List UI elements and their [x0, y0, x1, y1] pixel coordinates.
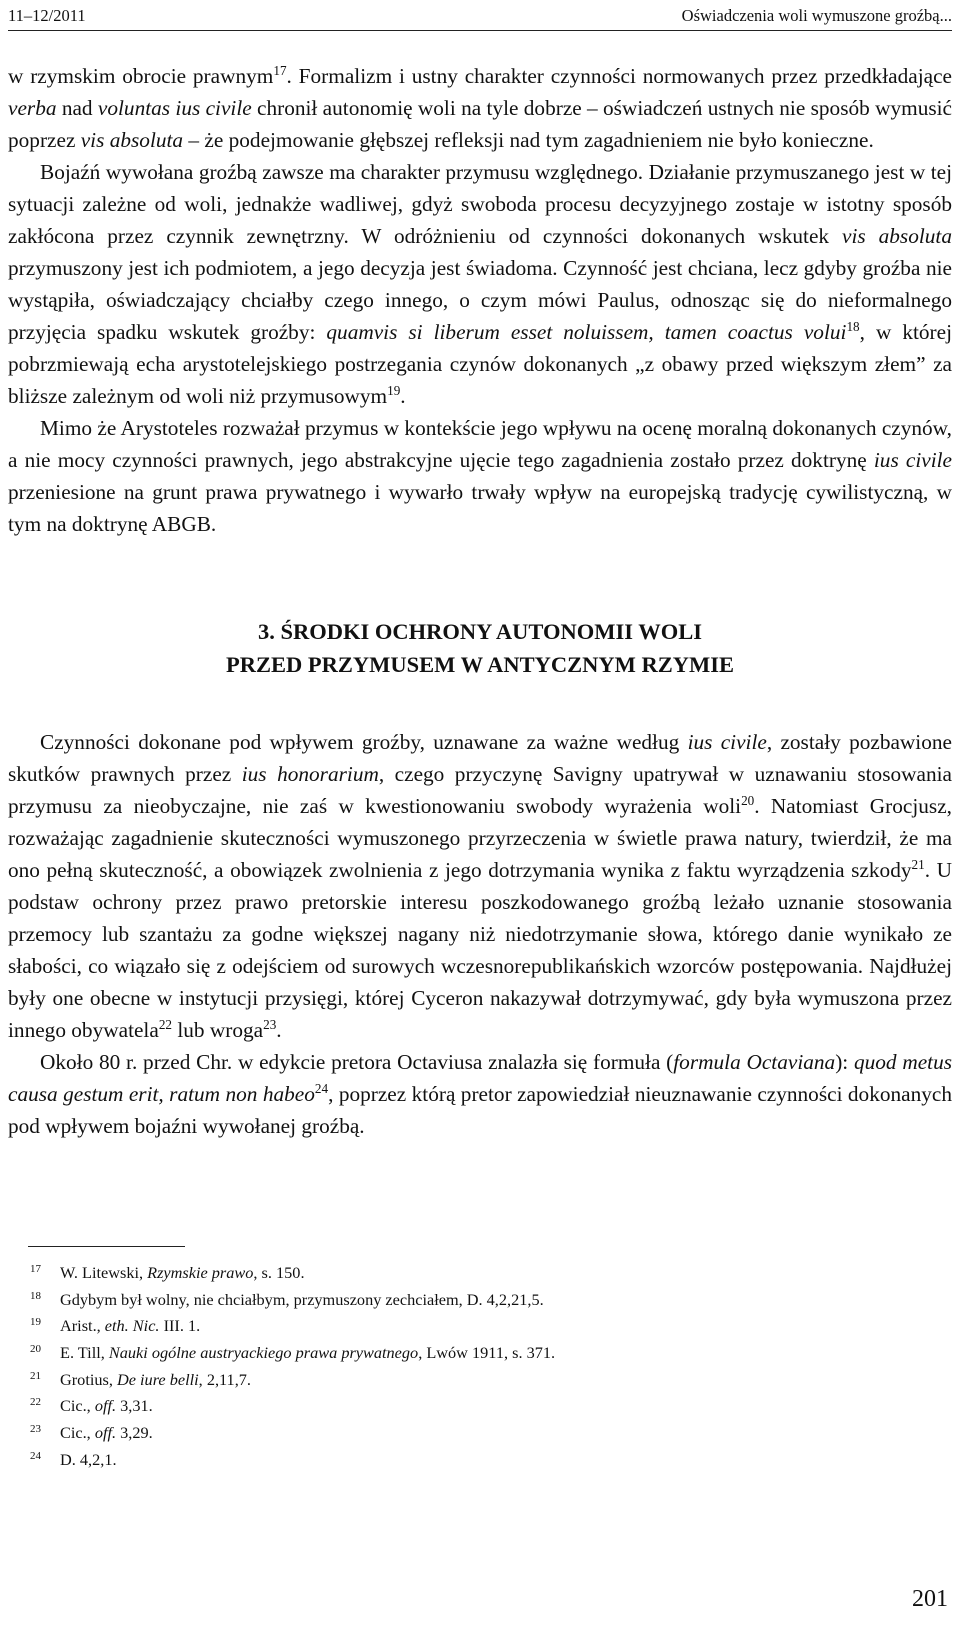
footnote-separator — [28, 1246, 185, 1247]
footnote-23: 23 Cic., off. 3,29. — [30, 1423, 153, 1443]
paragraph-2: Bojaźń wywołana groźbą zawsze ma charakter przymusu względnego. Działanie przymuszanego jest w tej sytuacji zależne od woli, jednakże wadliwej, gdyż swoboda procesu decyzyjnego zostaje w istotny sposób zakłócona przez czynnik zewnętrzny. W odróżnieniu od czynności dokonanych wskutek vis absoluta przymuszony jest ich podmiotem, a jego decyzja jest świadoma. Czynność jest chciana, lecz gdyby groźba nie wystąpiła, oświadczający chciałby czego innego, o czym mówi Paulus, odnosząc się do nieformalnego przyjęcia spadku wskutek groźby: quamvis si liberum esset noluissem, tamen coactus volui$^{18}$, w której pobrzmiewają echa arystotelejskiego postrzegania czynów dokonanych „z obawy przed większym złem” za bliższe zależnym od woli niż przymusowym$^{19}$. — [8, 160, 953, 408]
section-heading-line-2: PRZED PRZYMUSEM W ANTYCZNYM RZYMIE — [226, 652, 734, 677]
paragraph-4: Czynności dokonane pod wpływem groźby, uznawane za ważne według ius civile, zostały pozbawione skutków prawnych przez ius honorarium, czego przyczynę Savigny upatrywał w uznawaniu stosowania przymusu za nieobyczajne, nie zaś w kwestionowaniu swobody wyrażenia woli$^{20}$. Natomiast Grocjusz, rozważając zagadnienie skuteczności wymuszonego przyrzeczenia w świetle prawa natury, twierdził, że ma ono pełną skuteczność, a obowiązek zwolnienia z jego dotrzymania wynika z faktu wyrządzenia szkody$^{21}$. U podstaw ochrony przez prawo pretorskie interesu poszkodowanego groźbą leżało uznanie stosowania przemocy lub szantażu za godne większej nagany niż niedotrzymanie słowa, którego danie wynikało ze słabości, co wiązało się z odejściem od surowych wczesnorepublikańskich wzorców postępowania. Najdłużej były one obecne w instytucji przysięgi, której Cyceron nakazywał dotrzymywać, gdy była wymuszona przez innego obywatela$^{22}$ lub wroga$^{23}$. — [8, 730, 952, 1042]
footnote-22: 22 Cic., off. 3,31. — [30, 1396, 153, 1416]
footnote-17: 17 W. Litewski, Rzymskie prawo, s. 150. — [30, 1263, 305, 1282]
paragraph-5: Około 80 r. przed Chr. w edykcie pretora Octaviusa znalazła się formuła (formula Octaviana): quod metus causa gestum erit, ratum non habeo$^{24}$, poprzez którą pretor zapowiedział nieuznawanie czynności dokonanych pod wpływem bojaźni wywołanej groźbą. — [8, 1050, 953, 1138]
main-text — [8, 60, 952, 1142]
footnote-24: 24 D. 4,2,1. — [30, 1449, 117, 1469]
paragraph-3: Mimo że Arystoteles rozważał przymus w kontekście jego wpływu na ocenę moralną dokonanych czynów, a nie mocy czynności prawnych, jego abstrakcyjne ujęcie tego zagadnienia zostało przez doktrynę ius civile przeniesione na grunt prawa prywatnego i wywarło trwały wpływ na europejską tradycję cywilistyczną, w tym na doktrynę ABGB. — [8, 416, 952, 536]
footnote-ref-20[interactable]: 20 — [741, 792, 755, 808]
section-heading — [8, 615, 952, 681]
footnote-ref-18[interactable]: 18 — [846, 318, 860, 334]
section-heading-line-1: 3. ŚRODKI OCHRONY AUTONOMII WOLI — [257, 619, 703, 644]
running-header — [8, 4, 952, 31]
footnote-20: 20 E. Till, Nauki ogólne austryackiego prawa prywatnego, Lwów 1911, s. 371. — [30, 1343, 556, 1363]
footnote-ref-17[interactable]: 17 — [273, 62, 287, 78]
footnotes — [30, 1263, 555, 1477]
page-number: 201 — [912, 1586, 948, 1612]
footnote-ref-24[interactable]: 24 — [314, 1080, 329, 1096]
footnote-19: 19 Arist., eth. Nic. III. 1. — [30, 1316, 201, 1336]
footnote-21: 21 Grotius, De iure belli, 2,11,7. — [30, 1369, 251, 1389]
footnote-18: 18 Gdybym był wolny, nie chciałbym, przymuszony zechciałem, D. 4,2,21,5. — [30, 1289, 544, 1309]
footnote-ref-19[interactable]: 19 — [387, 382, 401, 398]
paragraph-1: w rzymskim obrocie prawnym$^{17}$. Formalizm i ustny charakter czynności normowanych przez przedkładające verba nad voluntas ius civile chronił autonomię woli na tyle dobrze – oświadczeń ustnych nie sposób wymusić poprzez vis absoluta – że podejmowanie głębszej refleksji nad tym zagadnieniem nie było konieczne. — [8, 62, 953, 152]
footnote-ref-22[interactable]: 22 — [158, 1016, 172, 1032]
footnote-ref-23[interactable]: 23 — [263, 1016, 277, 1032]
issue-label: 11–12/2011 — [8, 6, 86, 25]
footnote-ref-21[interactable]: 21 — [911, 856, 925, 872]
running-title: Oświadczenia woli wymuszone groźbą... — [681, 6, 952, 25]
